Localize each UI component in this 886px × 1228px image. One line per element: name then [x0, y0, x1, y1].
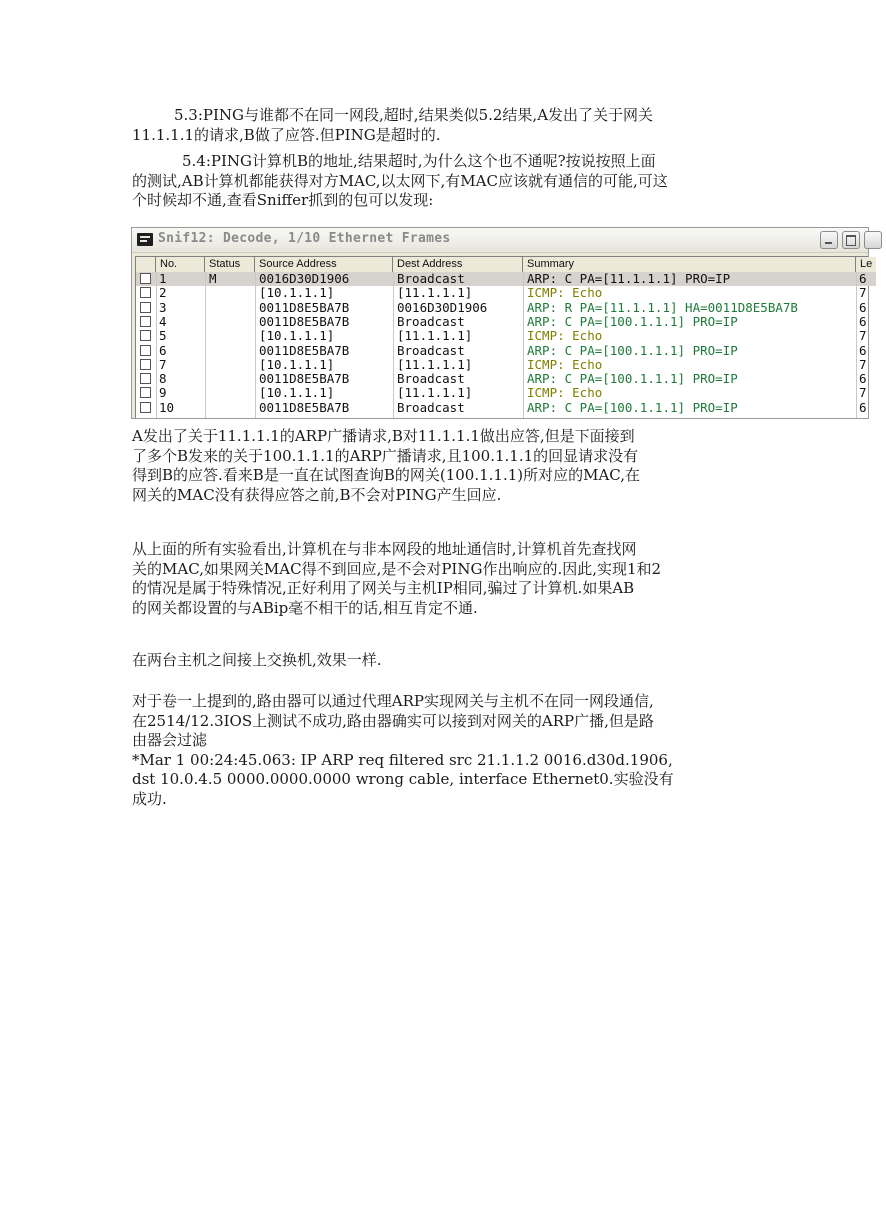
paragraph-switch	[132, 651, 742, 671]
cell-no: 5	[159, 328, 167, 344]
row-checkbox[interactable]	[140, 287, 151, 298]
cell-no: 6	[159, 342, 167, 358]
cell-length: 7	[859, 385, 867, 401]
text-line: 网关的MAC没有获得应答之前,B不会对PING产生回应.	[132, 485, 502, 504]
table-row[interactable]	[136, 372, 876, 386]
cell-summary: ICMP: Echo	[527, 385, 603, 401]
cell-source-address: 0011D8E5BA7B	[259, 371, 350, 387]
text-line: 得到B的应答.看来B是一直在试图查询B的网关(100.1.1.1)所对应的MAC,在	[132, 466, 641, 484]
table-row[interactable]	[136, 386, 876, 400]
cell-length: 7	[859, 328, 867, 344]
cell-source-address: 0011D8E5BA7B	[259, 313, 350, 329]
text-line: *Mar 1 00:24:45.063: IP ARP req filtered src 21.1.1.2 0016.d30d.1906,	[132, 750, 673, 769]
text-line: 5.4:PING计算机B的地址,结果超时,为什么这个也不通呢?按说按照上面	[182, 152, 656, 170]
column-header-status[interactable]: Status	[205, 257, 255, 272]
cell-source-address: 0016D30D1906	[259, 271, 350, 286]
table-header	[136, 257, 876, 273]
cell-length: 7	[859, 356, 867, 372]
column-divider	[156, 272, 157, 418]
table-row[interactable]	[136, 301, 876, 315]
cell-no: 9	[159, 385, 167, 401]
text-line: 个时候却不通,查看Sniffer抓到的包可以发现:	[132, 191, 434, 209]
cell-source-address: 0011D8E5BA7B	[259, 299, 350, 315]
cell-no: 2	[159, 285, 167, 301]
table-row[interactable]	[136, 272, 876, 286]
cell-dest-address: [11.1.1.1]	[397, 385, 473, 401]
text-line: A发出了关于11.1.1.1的ARP广播请求,B对11.1.1.1做出应答,但是下面接到	[132, 427, 635, 445]
window-title: Snif12: Decode, 1/10 Ethernet Frames	[158, 231, 451, 246]
row-checkbox[interactable]	[140, 330, 151, 341]
column-divider	[255, 272, 256, 418]
cell-length: 6	[859, 399, 867, 415]
cell-length: 6	[859, 371, 867, 387]
cell-source-address: [10.1.1.1]	[259, 285, 335, 301]
cell-summary: ICMP: Echo	[527, 285, 603, 301]
row-checkbox[interactable]	[140, 402, 151, 413]
column-header-dest[interactable]: Dest Address	[393, 257, 523, 272]
text-line: 11.1.1.1的请求,B做了应答.但PING是超时的.	[132, 125, 441, 144]
row-checkbox[interactable]	[140, 302, 151, 313]
cell-source-address: 0011D8E5BA7B	[259, 342, 350, 358]
cell-no: 1	[159, 271, 167, 286]
cell-dest-address: Broadcast	[397, 371, 465, 387]
text-line: 在两台主机之间接上交换机,效果一样.	[132, 651, 382, 669]
cell-dest-address: Broadcast	[397, 313, 465, 329]
cell-source-address: [10.1.1.1]	[259, 356, 335, 372]
cell-summary: ARP: C PA=[11.1.1.1] PRO=IP	[527, 271, 731, 286]
text-line: 从上面的所有实验看出,计算机在与非本网段的地址通信时,计算机首先查找网	[132, 540, 637, 558]
cell-no: 3	[159, 299, 167, 315]
cell-source-address: [10.1.1.1]	[259, 328, 335, 344]
cell-no: 8	[159, 371, 167, 387]
column-divider	[205, 272, 206, 418]
table-row[interactable]	[136, 286, 876, 300]
table-row[interactable]	[136, 401, 876, 415]
cell-dest-address: Broadcast	[397, 342, 465, 358]
cell-no: 10	[159, 399, 175, 415]
sniffer-decode-window	[131, 227, 873, 419]
cell-dest-address: [11.1.1.1]	[397, 285, 473, 301]
cell-dest-address: [11.1.1.1]	[397, 356, 473, 372]
cell-summary: ARP: C PA=[100.1.1.1] PRO=IP	[527, 313, 738, 329]
text-line: 的情况是属于特殊情况,正好利用了网关与主机IP相同,骗过了计算机.如果AB	[132, 579, 635, 597]
cell-length: 7	[859, 285, 867, 301]
text-line: 5.3:PING与谁都不在同一网段,超时,结果类似5.2结果,A发出了关于网关	[174, 106, 654, 124]
cell-no: 7	[159, 356, 167, 372]
row-checkbox[interactable]	[140, 359, 151, 370]
text-line: 对于卷一上提到的,路由器可以通过代理ARP实现网关与主机不在同一网段通信,	[132, 692, 654, 710]
maximize-button[interactable]	[842, 231, 860, 249]
row-checkbox[interactable]	[140, 273, 151, 284]
text-line: 成功.	[132, 789, 167, 808]
column-divider	[393, 272, 394, 418]
cell-length: 6	[859, 313, 867, 329]
text-line: 在2514/12.3IOS上测试不成功,路由器确实可以接到对网关的ARP广播,但是路	[132, 711, 654, 730]
window-titlebar	[132, 228, 868, 253]
cell-dest-address: [11.1.1.1]	[397, 328, 473, 344]
cell-source-address: [10.1.1.1]	[259, 385, 335, 401]
table-row[interactable]	[136, 358, 876, 372]
paragraph-proxy-arp	[132, 692, 742, 809]
cell-summary: ICMP: Echo	[527, 328, 603, 344]
text-line: 由器会过滤	[132, 731, 208, 749]
cell-length: 6	[859, 271, 867, 286]
row-checkbox[interactable]	[140, 373, 151, 384]
paragraph-conclusion	[132, 540, 742, 618]
table-row[interactable]	[136, 315, 876, 329]
cell-summary: ARP: C PA=[100.1.1.1] PRO=IP	[527, 399, 738, 415]
column-header-summary[interactable]: Summary	[523, 257, 856, 272]
text-line: dst 10.0.4.5 0000.0000.0000 wrong cable, interface Ethernet0.实验没有	[132, 770, 674, 788]
minimize-button[interactable]	[820, 231, 838, 249]
cell-dest-address: 0016D30D1906	[397, 299, 488, 315]
cell-summary: ICMP: Echo	[527, 356, 603, 372]
close-button[interactable]	[864, 231, 882, 249]
cell-summary: ARP: C PA=[100.1.1.1] PRO=IP	[527, 371, 738, 387]
text-line: 关的MAC,如果网关MAC得不到回应,是不会对PING作出响应的.因此,实现1和2	[132, 559, 662, 578]
table-row[interactable]	[136, 329, 876, 343]
cell-status: M	[209, 271, 217, 286]
column-header-length[interactable]: Le	[860, 258, 873, 270]
cell-summary: ARP: C PA=[100.1.1.1] PRO=IP	[527, 342, 738, 358]
paragraph-5-4	[132, 152, 742, 211]
row-checkbox[interactable]	[140, 316, 151, 327]
column-header-source[interactable]: Source Address	[255, 257, 393, 272]
cell-dest-address: Broadcast	[397, 399, 465, 415]
column-header-no[interactable]: No.	[156, 257, 205, 272]
frame-list-table	[135, 256, 873, 418]
cell-length: 6	[859, 299, 867, 315]
table-row[interactable]	[136, 344, 876, 358]
column-divider	[523, 272, 524, 418]
sniffer-app-icon	[137, 233, 153, 246]
text-line: 的网关都设置的与ABip毫不相干的话,相互肯定不通.	[132, 598, 478, 617]
checkbox-column-header	[136, 257, 156, 272]
row-checkbox[interactable]	[140, 345, 151, 356]
cell-summary: ARP: R PA=[11.1.1.1] HA=0011D8E5BA7B	[527, 299, 798, 315]
column-divider	[856, 272, 857, 418]
cell-no: 4	[159, 313, 167, 329]
paragraph-analysis	[132, 427, 742, 505]
cell-dest-address: Broadcast	[397, 271, 465, 286]
text-line: 的测试,AB计算机都能获得对方MAC,以太网下,有MAC应该就有通信的可能,可这	[132, 171, 668, 190]
row-checkbox[interactable]	[140, 387, 151, 398]
paragraph-5-3	[132, 106, 742, 145]
cell-length: 6	[859, 342, 867, 358]
cell-source-address: 0011D8E5BA7B	[259, 399, 350, 415]
text-line: 了多个B发来的关于100.1.1.1的ARP广播请求,且100.1.1.1的回显请求没有	[132, 446, 639, 465]
